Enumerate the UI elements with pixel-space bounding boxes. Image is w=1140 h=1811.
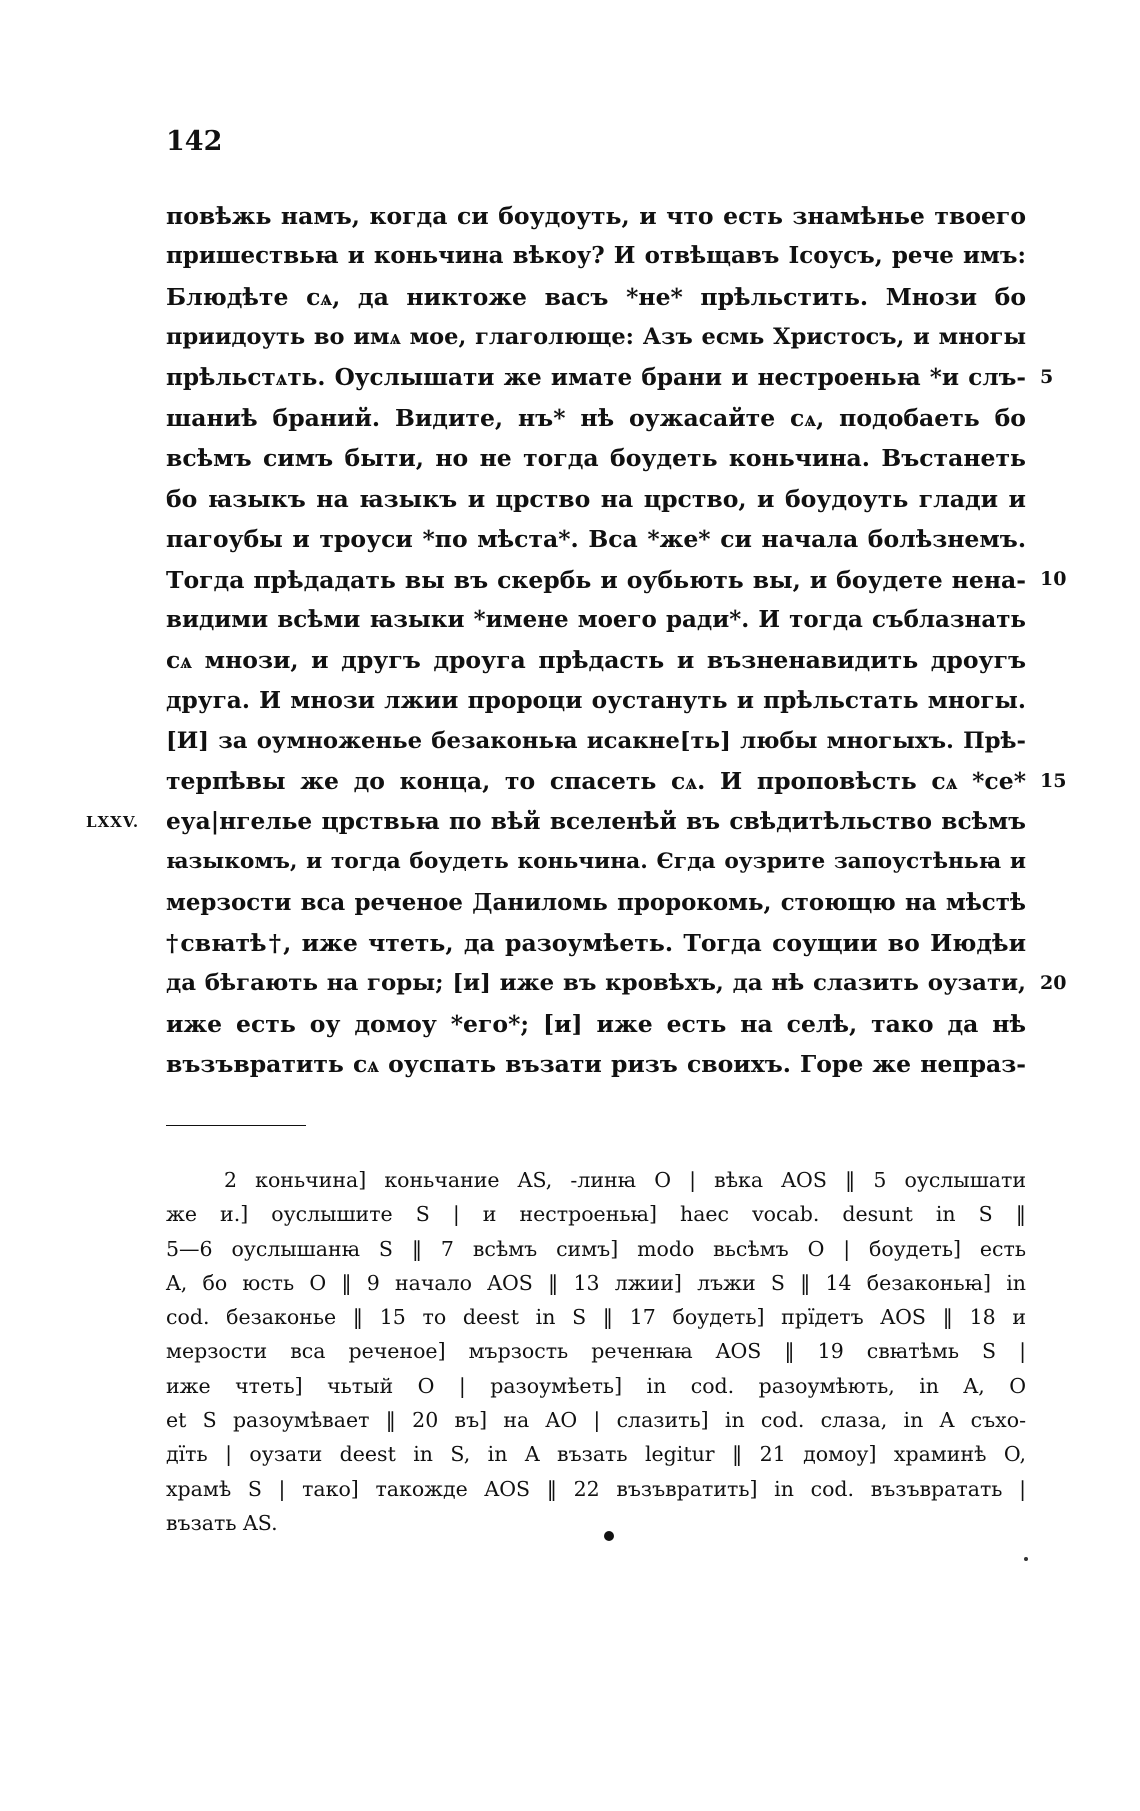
text-line-8: бо ꙗзыкъ на ꙗзыкъ и црство на црство, и боудоуть глади и xyxy=(166,484,1026,513)
text-line-11: видими всѣми ꙗзыки *имене моего ради*. И тогда съблазнать xyxy=(166,605,1026,633)
footnote-line-8: et S разоумѣвает ‖ 20 въ] на AO | слазить] in cod. слаза, in A съхо- xyxy=(166,1408,1026,1433)
ink-dot xyxy=(604,1531,614,1541)
text-line-1: повѣжь намъ, когда си боудоуть, и что есть знамѣнье твоего xyxy=(166,202,1026,230)
text-line-18: мерзости вса реченое Даниломь пророкомь, стоющю на мѣстѣ xyxy=(166,889,1026,916)
footnote-line-5: cod. безаконье ‖ 15 то deest in S ‖ 17 боудеть] прїдетъ AOS ‖ 18 и xyxy=(166,1305,1026,1330)
footnotes-block xyxy=(166,1163,1026,1540)
margin-section-number: LXXV. xyxy=(86,813,140,831)
text-line-17: ꙗзыкомъ, и тогда боудеть коньчина. Єгда оузрите запоустѣньꙗ и xyxy=(166,849,1026,875)
text-line-12: сѧ мнози, и другъ дроуга прѣдасть и възненавидить дроугъ xyxy=(166,646,1026,675)
text-line-4: приидоуть во имѧ мое, глаголюще: Азъ есмь Христосъ, и многы xyxy=(166,324,1026,351)
footnote-line-11: възать AS. xyxy=(166,1510,278,1535)
footnote-line-2: же и.] оуслышите S | и нестроеньꙗ] haec vocab. desunt in S ‖ xyxy=(166,1202,1026,1227)
text-line-21: иже есть оу домоу *его*; [и] иже есть на селѣ, тако да нѣ xyxy=(166,1009,1026,1038)
page-number: 142 xyxy=(166,126,223,157)
text-line-22: възъвратить сѧ оуспать възати ризъ своихъ. Горе же непраз- xyxy=(166,1050,1026,1079)
text-line-13: друга. И мнози лжии пророци оустануть и прѣльстать многы. xyxy=(166,686,1026,714)
text-line-3: Блюдѣте сѧ, да никтоже васъ *не* прѣльстить. Мнози бо xyxy=(166,282,1026,311)
line-number-10: 10 xyxy=(1040,568,1067,590)
text-line-5: прѣльстѧть. Оуслышати же имате брани и нестроеньꙗ *и слъ- xyxy=(166,363,1026,391)
footnote-line-7: иже чтеть] чьтый O | разоумѣеть] in cod. разоумѣють, in A, O xyxy=(166,1373,1026,1398)
text-line-6: шаниѣ браний. Видите, нъ* нѣ оужасайте сѧ, подобаеть бо xyxy=(166,403,1026,432)
footnote-line-10: храмѣ S | тако] такожде AOS ‖ 22 възъвратить] in cod. възъвратать | xyxy=(166,1476,1026,1501)
text-line-9: пагоубы и троуси *по мѣста*. Вса *же* си начала болѣзнемъ. xyxy=(166,525,1026,554)
text-line-20: да бѣгають на горы; [и] иже въ кровѣхъ, да нѣ слазить оузати, xyxy=(166,970,1026,997)
footnote-line-4: A, бо юсть O ‖ 9 начало AOS ‖ 13 лжии] лъжи S ‖ 14 безаконьꙗ] in xyxy=(166,1270,1026,1295)
footnote-line-9: дїть | оузати deest in S, in A възать legitur ‖ 21 домоу] храминѣ O, xyxy=(166,1442,1026,1467)
line-number-15: 15 xyxy=(1040,770,1067,792)
text-line-16: еуа|нгелье црствьꙗ по вѣй вселенѣй въ свѣдитѣльство всѣмъ xyxy=(166,807,1026,835)
main-text-block xyxy=(166,196,1026,1085)
text-line-2: пришествьꙗ и коньчина вѣкоу? И отвѣщавъ Ісоусъ, рече имъ: xyxy=(166,242,1026,270)
ink-speck xyxy=(1024,1557,1028,1561)
footnote-divider xyxy=(166,1125,306,1126)
footnote-line-6: мерзости вса реченое] мързость реченꙗꙗ AOS ‖ 19 свꙗтѣмь S | xyxy=(166,1339,1026,1364)
text-line-10: Тогда прѣдадать вы въ скербь и оубьють вы, и боудете нена- xyxy=(166,565,1026,594)
footnote-line-3: 5—6 оуслышанꙗ S ‖ 7 всѣмъ симъ] modo вьсѣмъ O | боудеть] есть xyxy=(166,1236,1026,1261)
text-line-19: †свꙗтѣ†, иже чтеть, да разоумѣеть. Тогда соущии во Июдѣи xyxy=(166,929,1026,958)
text-line-14: [И] за оумноженье безаконьꙗ исакне[ть] любы многыхъ. Прѣ- xyxy=(166,728,1026,755)
footnote-line-1: 2 коньчина] коньчание AS, -линꙗ O | вѣка AOS ‖ 5 оуслышати xyxy=(224,1168,1026,1192)
text-line-15: терпѣвы же до конца, то спасеть сѧ. И проповѣсть сѧ *се* xyxy=(166,767,1026,796)
text-line-7: всѣмъ симъ быти, но не тогда боудеть коньчина. Въстанеть xyxy=(166,444,1026,473)
line-number-5: 5 xyxy=(1040,366,1054,388)
line-number-20: 20 xyxy=(1040,972,1067,994)
